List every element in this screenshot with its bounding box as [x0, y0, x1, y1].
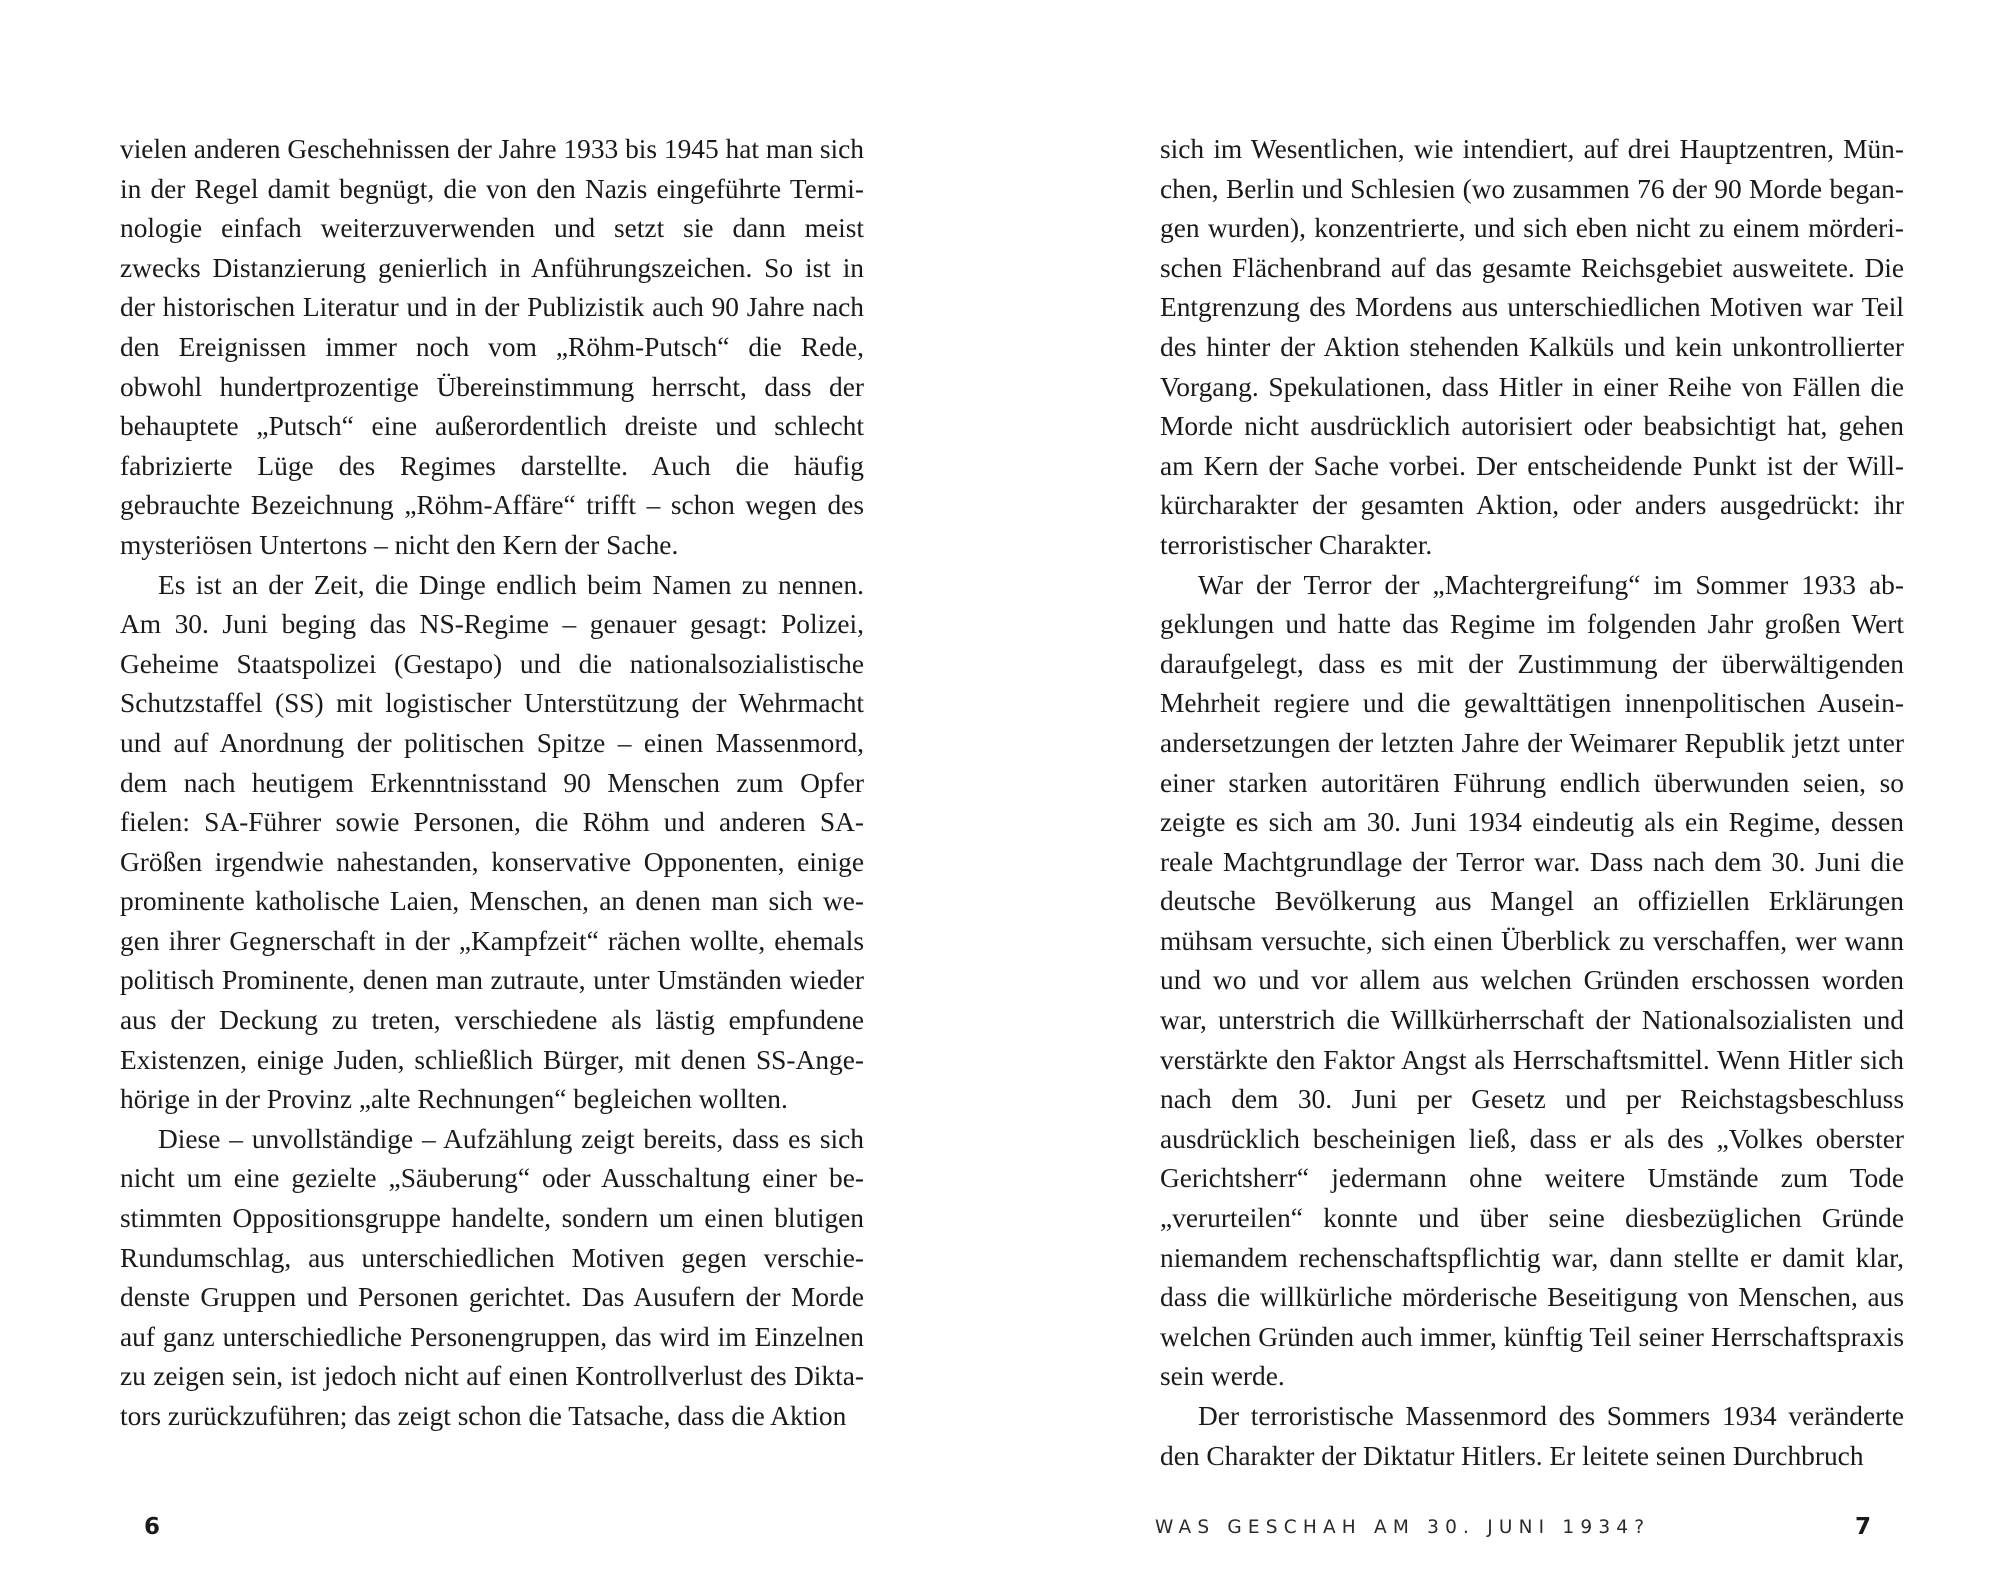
left-page-number: 6: [144, 1514, 161, 1540]
right-paragraph-1: sich im Wesentlichen, wie intendiert, auf drei Hauptzentren, München, Berlin und Schlesien (wo zusammen 76 der 90 Morde begangen wurden), konzentrierte, und sich eben nicht zu einem mörderischen Flächenbrand auf das gesamte Reichsgebiet ausweitete. Die Entgrenzung des Mordens aus unterschiedlichen Motiven war Teil des hinter der Aktion stehenden Kalküls und kein unkontrollierter Vorgang. Spekulationen, dass Hitler in einer Reihe von Fällen die Morde nicht ausdrücklich autorisiert oder beabsichtigt hat, gehen am Kern der Sache vorbei. Der entscheidende Punkt ist der Willkürcharakter der gesamten Aktion, oder anders ausgedrückt: ihr terroristischer Charakter.: [1160, 134, 1904, 560]
left-paragraph-2: Es ist an der Zeit, die Dinge endlich beim Namen zu nennen. Am 30. Juni beging das NS-Regime – genauer gesagt: Polizei, Geheime Staatspolizei (Gestapo) und die nationalsozialistische Schutzstaffel (SS) mit logistischer Unterstützung der Wehrmacht und auf Anordnung der politischen Spitze – einen Massenmord, dem nach heutigem Erkenntnisstand 90 Menschen zum Opfer fielen: SA-Führer sowie Personen, die Röhm und anderen SA-Größen irgendwie nahestanden, konservative Opponenten, einige prominente katholische Laien, Menschen, an denen man sich wegen ihrer Gegnerschaft in der „Kampfzeit“ rächen wollte, ehemals politisch Prominente, denen man zutraute, unter Umständen wieder aus der Deckung zu treten, verschiedene als lästig empfundene Existenzen, einige Juden, schließlich Bürger, mit denen SS-Angehörige in der Provinz „alte Rechnungen“ begleichen wollten.: [120, 569, 864, 1115]
right-page-body-text: [1160, 130, 1904, 1476]
left-page-body-text: [120, 130, 864, 1437]
running-head: WAS GESCHAH AM 30. JUNI 1934?: [1155, 1517, 1651, 1538]
right-page-number: 7: [1855, 1514, 1872, 1540]
left-paragraph-1: vielen anderen Geschehnissen der Jahre 1933 bis 1945 hat man sich in der Regel damit begnügt, die von den Nazis eingeführte Terminologie einfach weiterzuverwenden und setzt sie dann meist zwecks Distanzierung genierlich in Anführungszeichen. So ist in der historischen Literatur und in der Publizistik auch 90 Jahre nach den Ereignissen immer noch vom „Röhm-Putsch“ die Rede, obwohl hundertprozentige Übereinstimmung herrscht, dass der behauptete „Putsch“ eine außerordentlich dreiste und schlecht fabrizierte Lüge des Regimes darstellte. Auch die häufig gebrauchte Bezeichnung „Röhm-Affäre“ trifft – schon wegen des mysteriösen Untertons – nicht den Kern der Sache.: [120, 134, 864, 560]
right-page: [1000, 0, 2000, 1593]
right-paragraph-2: War der Terror der „Machtergreifung“ im Sommer 1933 abgeklungen und hatte das Regime im folgenden Jahr großen Wert daraufgelegt, dass es mit der Zustimmung der überwältigenden Mehrheit regiere und die gewalttätigen innenpolitischen Auseinandersetzungen der letzten Jahre der Weimarer Republik jetzt unter einer starken autoritären Führung endlich überwunden seien, so zeigte es sich am 30. Juni 1934 eindeutig als ein Regime, dessen reale Machtgrundlage der Terror war. Dass nach dem 30. Juni die deutsche Bevölkerung aus Mangel an offiziellen Erklärungen mühsam versuchte, sich einen Überblick zu verschaffen, wer wann und wo und vor allem aus welchen Gründen erschossen worden war, unterstrich die Willkürherrschaft der Nationalsozialisten und verstärkte den Faktor Angst als Herrschaftsmittel. Wenn Hitler sich nach dem 30. Juni per Gesetz und per Reichstagsbeschluss ausdrücklich bescheinigen ließ, dass er als des „Volkes oberster Gerichtsherr“ jedermann ohne weitere Umstände zum Tode „verurteilen“ konnte und über seine diesbezüglichen Gründe niemandem rechenschaftspflichtig war, dann stellte er damit klar, dass die willkürliche mörderische Beseitigung von Menschen, aus welchen Gründen auch immer, künftig Teil seiner Herrschaftspraxis sein werde.: [1160, 569, 1904, 1392]
left-paragraph-3: Diese – unvollständige – Aufzählung zeigt bereits, dass es sich nicht um eine gezielte „Säuberung“ oder Ausschaltung einer bestimmten Oppositionsgruppe handelte, sondern um einen blutigen Rundumschlag, aus unterschiedlichen Motiven gegen verschiedenste Gruppen und Personen gerichtet. Das Ausufern der Morde auf ganz unterschiedliche Personengruppen, das wird im Einzelnen zu zeigen sein, ist jedoch nicht auf einen Kontrollverlust des Diktators zurückzuführen; das zeigt schon die Tatsache, dass die Aktion: [120, 1123, 864, 1431]
right-paragraph-3: Der terroristische Massenmord des Sommers 1934 veränderte den Charakter der Diktatur Hitlers. Er leitete seinen Durchbruch: [1160, 1401, 1904, 1471]
